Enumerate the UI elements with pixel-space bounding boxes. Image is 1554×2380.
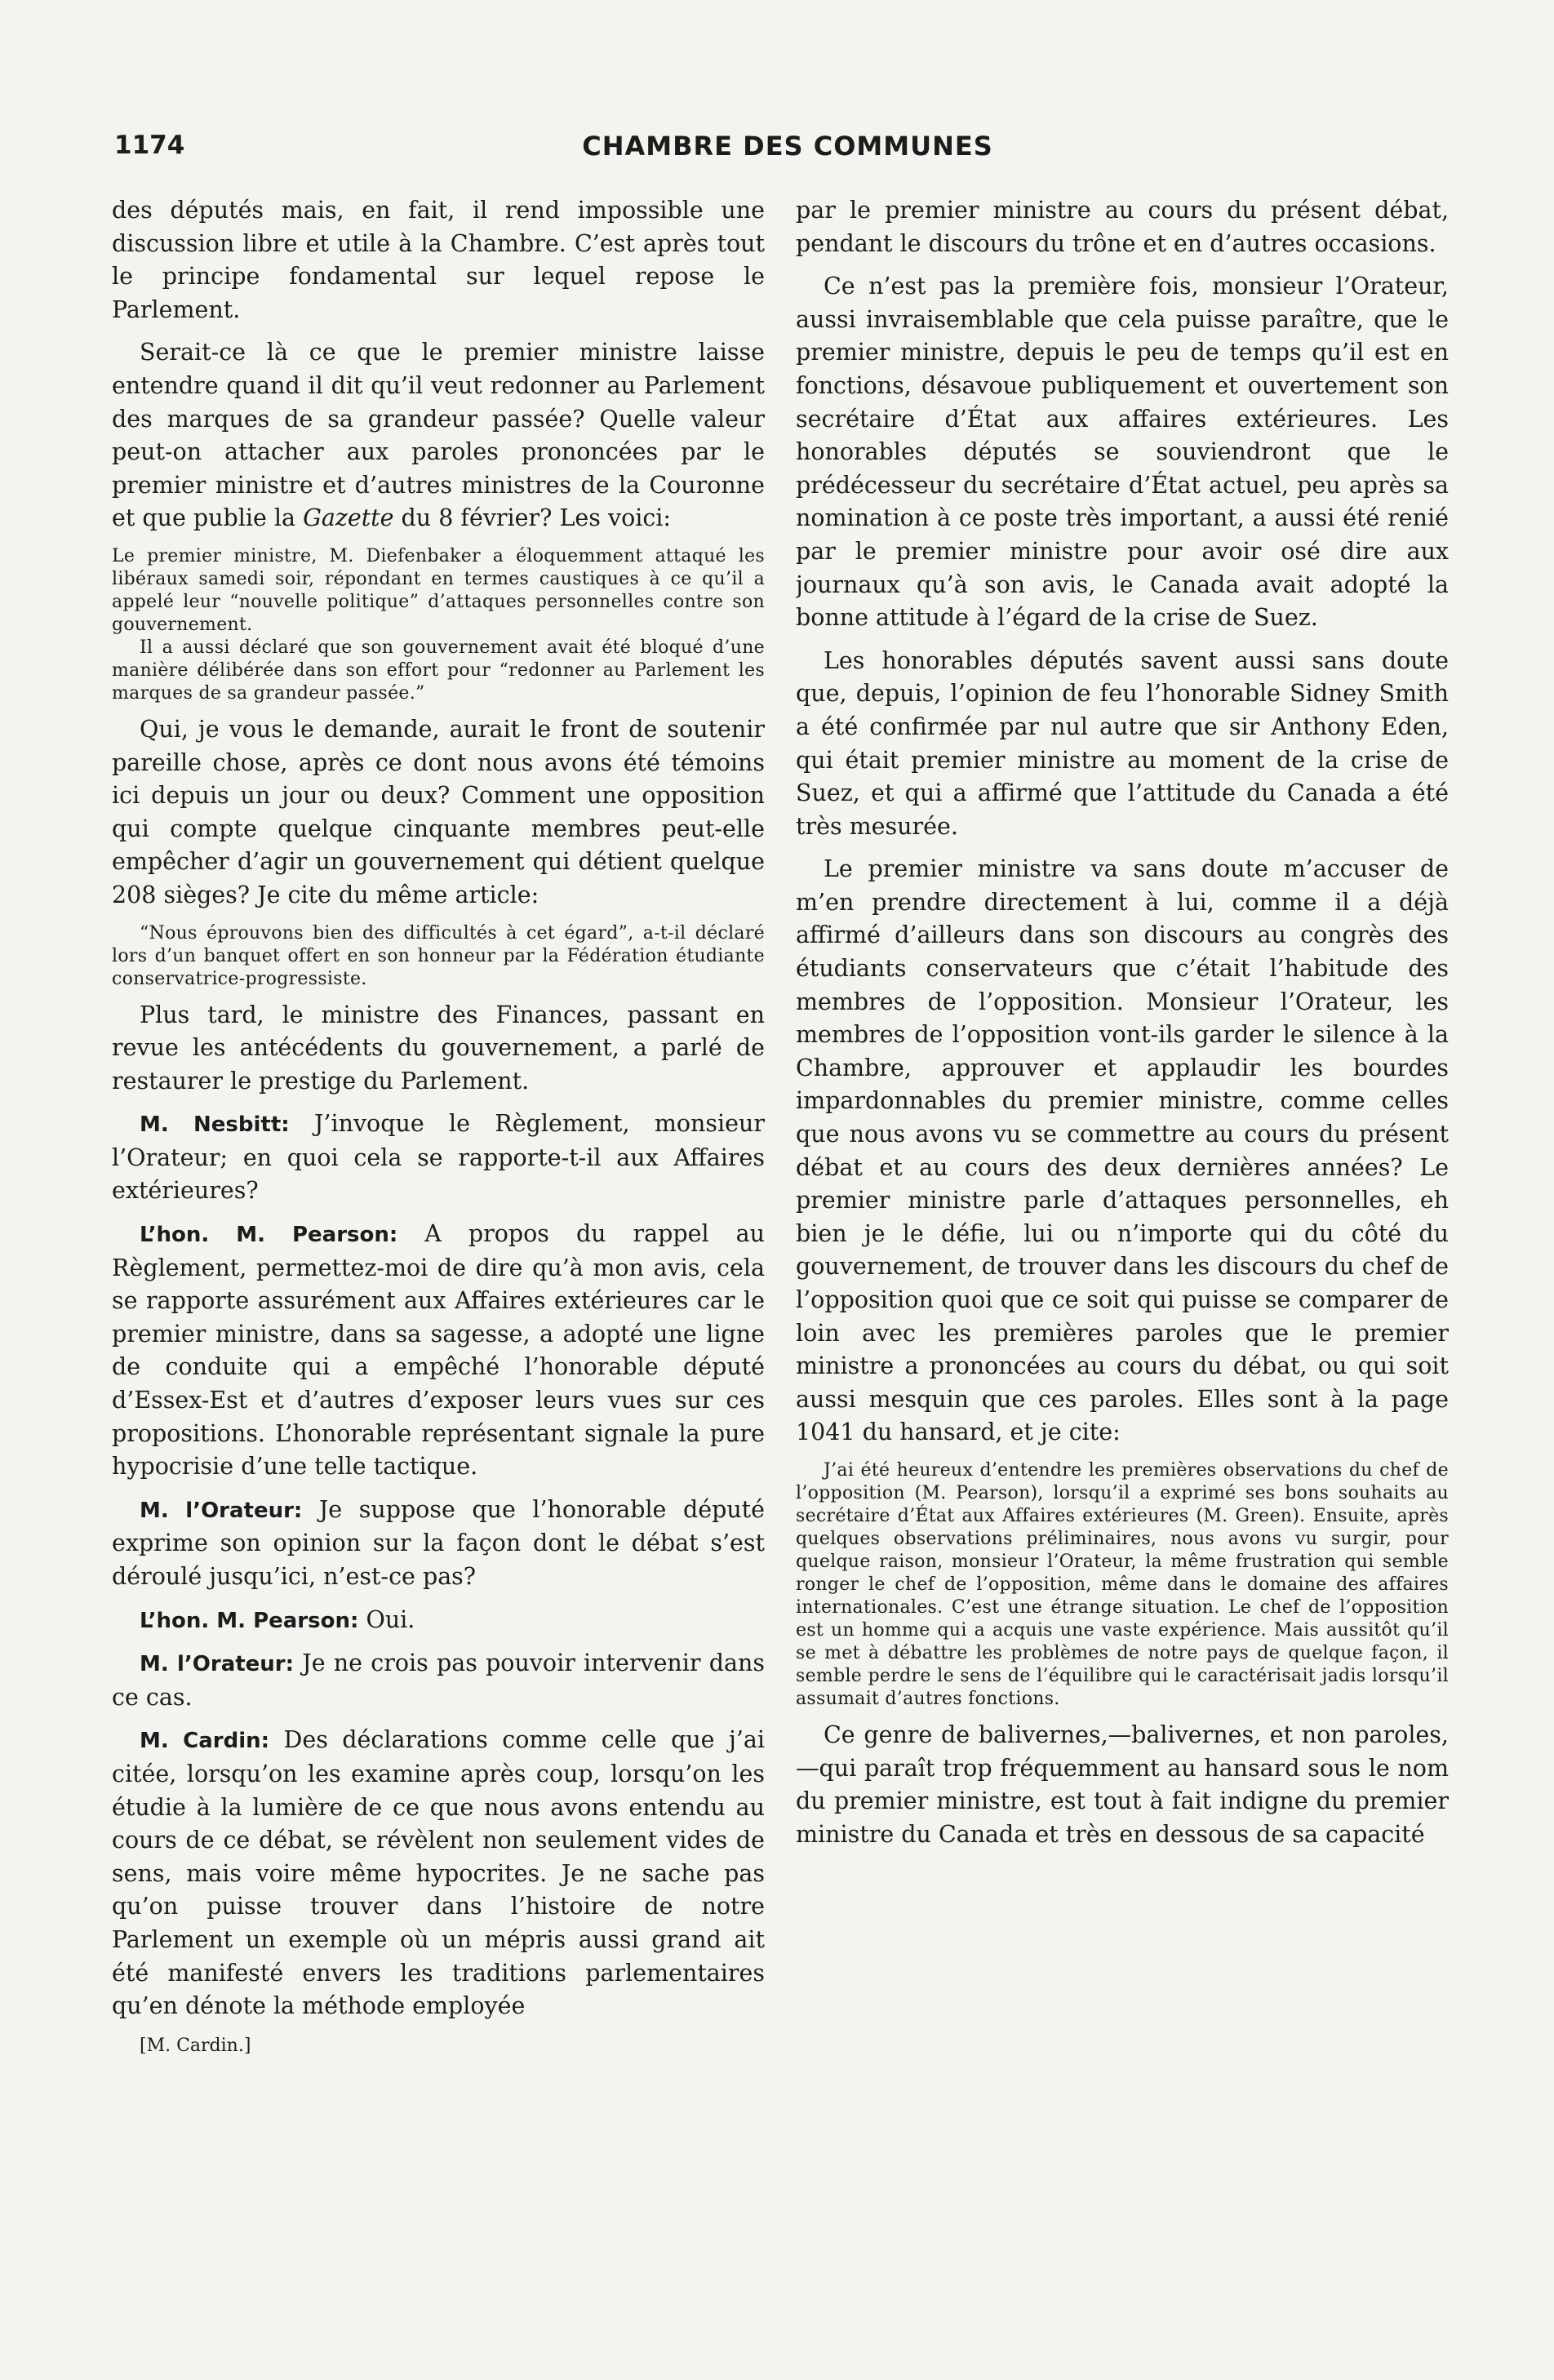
page-header xyxy=(114,131,1461,171)
page-number: 1174 xyxy=(114,131,185,160)
speaker-name: M. Cardin: xyxy=(140,1729,270,1754)
text-run: du 8 février? Les voici: xyxy=(393,504,672,532)
paragraph: Qui, je vous le demande, aurait le front de soutenir pareille chose, après ce dont nous avons été témoins ici depuis un jour ou deux? Comment une opposition qui compte quelque cinquante membres peut-elle empêcher d’agir un gouvernement qui détient quelque 208 sièges? Je cite du même article: xyxy=(112,715,765,908)
paragraph xyxy=(112,336,765,535)
paragraph: Plus tard, le ministre des Finances, passant en revue les antécédents du gouvernement, a parlé de restaurer le prestige du Parlement. xyxy=(112,1001,765,1095)
speech-text: Je suppose que l’honorable député exprime son opinion sur la façon dont le débat s’est déroulé jusqu’ici, n’est-ce pas? xyxy=(112,1495,765,1590)
block-quote xyxy=(112,922,765,991)
speech-text: Oui. xyxy=(358,1605,415,1633)
speech xyxy=(112,1218,765,1484)
paragraph: Le premier ministre va sans doute m’accuser de m’en prendre directement à lui, comme il a déjà affirmé d’ailleurs dans son discours au congrès des étudiants conservateurs que c’était l’habitude des membres de l’opposition. Monsieur l’Orateur, les membres de l’opposition vont-ils garder le silence à la Chambre, approuver et applaudir les bourdes impardonnables du premier ministre, comme celles que nous avons vu se commettre au cours du présent débat et au cours des deux dernières années? Le premier ministre parle d’attaques personnelles, eh bien je le défie, lui ou n’importe qui du côté du gouvernement, de trouver dans les discours du chef de l’opposition quoi que ce soit qui puisse se comparer de loin avec les premières paroles que le premier ministre a prononcées au cours du débat, ou qui soit aussi mesquin que ces paroles. Elles sont à la page 1041 du hansard, et je cite: xyxy=(796,855,1449,1446)
speech xyxy=(112,1494,765,1594)
speech-text: Des déclarations comme celle que j’ai citée, lorsqu’on les examine après coup, lorsqu’on les étudie à la lumière de ce que nous avons entendu au cours de ce débat, se révèlent non seulement vides de sens, mais voire même hypocrites. Je ne sache pas qu’on puisse trouver dans l’histoire de notre Parlement un exemple où un mépris aussi grand ait été manifesté envers les traditions parlementaires qu’en dénote la méthode employée xyxy=(112,1726,765,2020)
speech xyxy=(112,1647,765,1714)
quote-paragraph: Il a aussi déclaré que son gouvernement avait été bloqué d’une manière délibérée dans son effort pour “redonner au Parlement les marques de sa grandeur passée.” xyxy=(112,637,765,704)
running-head: CHAMBRE DES COMMUNES xyxy=(582,131,993,162)
speech-text: Je ne crois pas pouvoir intervenir dans ce cas. xyxy=(112,1650,765,1711)
paragraph: Ce n’est pas la première fois, monsieur l’Orateur, aussi invraisemblable que cela puisse paraître, que le premier ministre, depuis le peu de temps qu’il est en fonctions, désavoue publiquement et ouvertement son secrétaire d’État aux affaires extérieures. Les honorables députés se souviendront que le prédécesseur du secrétaire d’État actuel, peu après sa nomination à ce poste très important, a aussi été renié par le premier ministre pour avoir osé dire aux journaux qu’à son avis, le Canada avait adopté la bonne attitude à l’égard de la crise de Suez. xyxy=(796,273,1449,632)
speaker-name: L’hon. M. Pearson: xyxy=(140,1223,398,1248)
paragraph: par le premier ministre au cours du présent débat, pendant le discours du trône et en d’autres occasions. xyxy=(796,197,1449,257)
quote-paragraph: “Nous éprouvons bien des difficultés à cet égard”, a-t-il déclaré lors d’un banquet offert en son honneur par la Fédération étudiante conservatrice-progressiste. xyxy=(112,922,765,989)
speaker-name: L’hon. M. Pearson: xyxy=(140,1608,359,1633)
paragraph: Les honorables députés savent aussi sans doute que, depuis, l’opinion de feu l’honorable Sidney Smith a été confirmée par nul autre que sir Anthony Eden, qui était premier ministre au moment de la crise de Suez, et qui a affirmé que l’attitude du Canada a été très mesurée. xyxy=(796,646,1449,840)
speech xyxy=(112,1724,765,2023)
block-quote xyxy=(796,1459,1449,1711)
speaker-name: M. l’Orateur: xyxy=(140,1652,295,1677)
left-column xyxy=(112,194,765,2333)
paragraph: Ce genre de balivernes,—balivernes, et non paroles,—qui paraît trop fréquemment au hansard sous le nom du premier ministre, est tout à fait indigne du premier ministre du Canada et très en dessous de sa capacité xyxy=(796,1721,1449,1848)
right-column xyxy=(796,194,1449,2333)
speech xyxy=(112,1604,765,1638)
text-run: Serait-ce là ce que le premier ministre laisse entendre quand il dit qu’il veut redonner au Parlement des marques de sa grandeur passée? Quelle valeur peut-on attacher aux paroles prononcées par le premier ministre et d’autres ministres de la Couronne et que publie la xyxy=(112,339,765,532)
speaker-footer-tag: [M. Cardin.] xyxy=(140,2035,251,2056)
block-quote xyxy=(112,545,765,705)
speaker-name: M. Nesbitt: xyxy=(140,1112,290,1138)
quote-paragraph: Le premier ministre, M. Diefenbaker a éloquemment attaqué les libéraux samedi soir, répondant en termes caustiques à ce qu’il a appelé leur “nouvelle politique” d’attaques personnelles contre son gouvernement. xyxy=(112,545,765,635)
paragraph: des députés mais, en fait, il rend impossible une discussion libre et utile à la Chambre. C’est après tout le principe fondamental sur lequel repose le Parlement. xyxy=(112,197,765,323)
quote-paragraph: J’ai été heureux d’entendre les premières observations du chef de l’opposition (M. Pearson), lorsqu’il a exprimé ses bons souhaits au secrétaire d’État aux Affaires extérieures (M. Green). Ensuite, après quelques observations préliminaires, nous avons vu surgir, pour quelque raison, monsieur l’Orateur, la même frustration qui semble ronger le chef de l’opposition, même dans le domaine des affaires internationales. C’est une étrange situation. Le chef de l’opposition est un homme qui a acquis une vaste expérience. Mais aussitôt qu’il se met à débattre les problèmes de notre pays de quelque façon, il semble perdre le sens de l’équilibre qui le caractérisait jadis lorsqu’il assumait d’autres fonctions. xyxy=(796,1459,1449,1709)
speech-text: A propos du rappel au Règlement, permettez-moi de dire qu’à mon avis, cela se rapporte assurément aux Affaires extérieures car le premier ministre, dans sa sagesse, a adopté une ligne de conduite qui a empêché l’honorable député d’Essex-Est et d’autres d’exposer leurs vues sur ces propositions. L’honorable représentant signale la pure hypocrisie d’une telle tactique. xyxy=(112,1220,765,1481)
speaker-name: M. l’Orateur: xyxy=(140,1498,303,1523)
speech xyxy=(112,1108,765,1208)
speech-text: J’invoque le Règlement, monsieur l’Orateur; en quoi cela se rapporte-t-il aux Affaires extérieures? xyxy=(112,1110,765,1205)
publication-title: Gazette xyxy=(303,504,394,532)
